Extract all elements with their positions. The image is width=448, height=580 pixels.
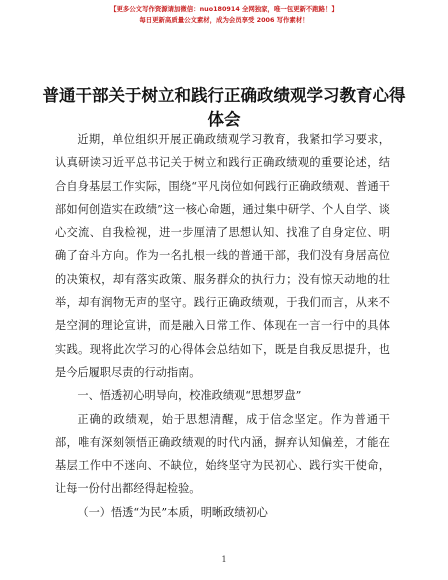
section-heading-1: 一、悟透初心明导向，校准政绩观“思想罗盘” [77, 389, 302, 403]
page-number: 1 [221, 555, 227, 564]
document-title: 普通干部关于树立和践行正确政绩观学习教育心得体会 [42, 86, 406, 129]
paragraph-section-1: 正确的政绩观，始于思想清醒，成于信念坚定。作为普通干部，唯有深刻领悟正确政绩观的时代内涵，摒弃认知偏差，才能在基层工作中不迷向、不缺位，始终坚守为民初心、践行实干使命，让每一份付出都经得起检验。 [55, 412, 390, 496]
banner-line-2: 每日更新高质量公文素材，成为会员享受 2006 写作素材！ [139, 16, 309, 24]
paragraph-intro: 近期，单位组织开展正确政绩观学习教育，我紧扣学习要求，认真研读习近平总书记关于树立和践行正确政绩观的重要论述，结合自身基层工作实际，围绕“平凡岗位如何践行正确政绩观、普通干部如何创造实在政绩”这一核心命题，通过集中研学、个人自学、谈心交流、自我检视，进一步厘清了思想认知、找准了自身定位、明确了奋斗方向。作为一名扎根一线的普通干部，我们没有身居高位的决策权，却有落实政策、服务群众的执行力；没有惊天动地的壮举，却有润物无声的坚守。践行正确政绩观，于我们而言，从来不是空洞的理论宣讲，而是融入日常工作、体现在一言一行中的具体实践。现将此次学习的心得体会总结如下，既是自我反思提升，也是今后履职尽责的行动指南。 [55, 133, 390, 379]
subsection-heading-1: （一）悟透“为民”本质，明晰政绩初心 [77, 505, 268, 519]
header-banner [0, 4, 448, 26]
banner-line-1: 【更多公文写作资源请加微信：nuo180914 全网独家，唯一包更新不跑路！】 [110, 5, 338, 13]
document-body [55, 128, 390, 524]
